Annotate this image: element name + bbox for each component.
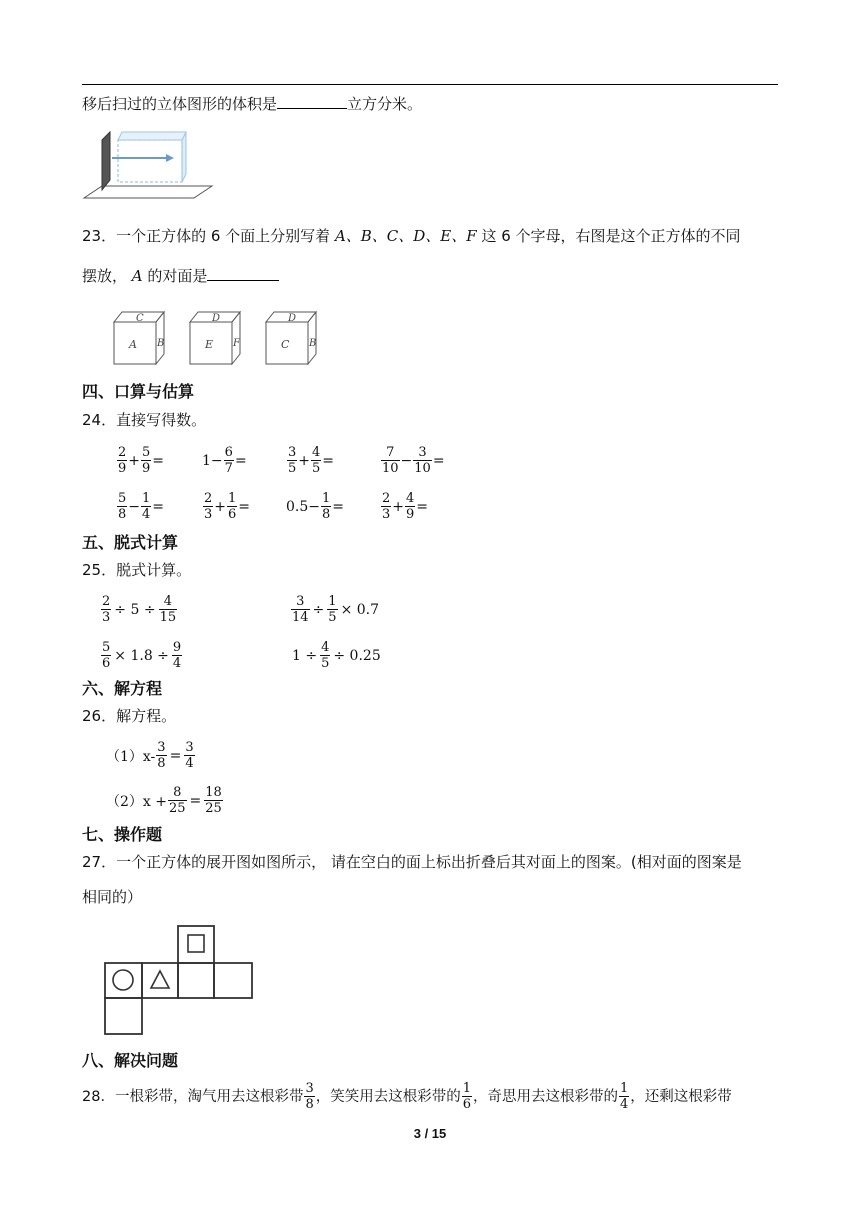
page-number: 3 / 15	[413, 1126, 447, 1141]
cube-face-label: A	[129, 338, 137, 351]
section-8-title: 八、解决问题	[82, 1051, 179, 1070]
cube-1	[114, 312, 164, 364]
oral-item: $\frac{2}{9}$ + $\frac{5}{9}$ =	[118, 445, 165, 476]
cube-face-label: C	[281, 338, 290, 351]
blank-face[interactable]	[214, 963, 252, 998]
blank-face[interactable]	[105, 998, 142, 1034]
cube-net-figure	[102, 924, 258, 1036]
sweep-figure	[82, 128, 222, 200]
oral-item: $\frac{2}{3}$ + $\frac{4}{9}$ =	[382, 491, 429, 522]
q26-label: 26．解方程。	[82, 707, 177, 725]
cube-face-label: B	[309, 338, 317, 349]
cube-views	[108, 306, 328, 368]
cube-3	[266, 312, 316, 364]
oral-item: $\frac{5}{8}$ − $\frac{1}{4}$ =	[118, 491, 165, 522]
blank-face[interactable]	[178, 963, 214, 998]
calc-expression: $\frac{2}{3}$ ÷ 5 ÷ $\frac{4}{15}$	[102, 594, 177, 625]
section-5-title: 五、脱式计算	[82, 533, 179, 552]
q27-line1: 27．一个正方体的展开图如图所示， 请在空白的面上标出折叠后其对面上的图案。(相对面的图案是	[82, 853, 742, 871]
oral-item: 1 − $\frac{6}{7}$ =	[202, 445, 247, 476]
q23-line2: 摆放， A 的对面是	[82, 266, 279, 286]
section-6-title: 六、解方程	[82, 679, 163, 698]
cube-face-label: F	[233, 338, 240, 349]
q28-text: 28．一根彩带，淘气用去这根彩带 $\frac{3}{8}$ ，笑笑用去这根彩带的 $\frac{1}{6}$ ，奇思用去这根彩带的 $\frac{1}{4}$ ，还剩这根彩带	[82, 1081, 732, 1112]
oral-item: 0.5 − $\frac{1}{8}$ =	[286, 491, 345, 522]
calc-expression: $\frac{3}{14}$ ÷ $\frac{1}{5}$ × 0.7	[292, 594, 380, 625]
answer-blank[interactable]	[277, 94, 347, 109]
equation-1: （1）x- $\frac{3}{8}$ = $\frac{3}{4}$	[106, 740, 194, 771]
triangle-icon	[151, 971, 169, 988]
section-4-title: 四、口算与估算	[82, 382, 195, 401]
oral-item: $\frac{2}{3}$ + $\frac{1}{6}$ =	[204, 491, 251, 522]
cube-face-label: B	[157, 338, 165, 349]
q23-line1: 23．一个正方体的 6 个面上分别写着 A、B、C、D、E、F 这 6 个字母，右图是这个正方体的不同	[82, 227, 741, 245]
answer-blank[interactable]	[207, 266, 279, 281]
circle-icon	[113, 970, 133, 990]
cube-2	[190, 312, 241, 364]
cube-face-label: E	[205, 338, 214, 351]
equation-2: （2）x + $\frac{8}{25}$ = $\frac{18}{25}$	[106, 785, 222, 816]
calc-expression: $\frac{5}{6}$ × 1.8 ÷ $\frac{9}{4}$	[102, 640, 182, 671]
q25-label: 25．脱式计算。	[82, 561, 192, 579]
q22-text: 移后扫过的立体图形的体积是 立方分米。	[82, 95, 423, 113]
square-icon	[188, 935, 204, 952]
calc-expression: 1 ÷ $\frac{4}{5}$ ÷ 0.25	[292, 640, 381, 671]
oral-item: $\frac{7}{10}$ − $\frac{3}{10}$ =	[382, 445, 445, 476]
cube-face-label: C	[136, 313, 144, 324]
q27-line2: 相同的）	[82, 888, 143, 906]
cube-face-label: D	[288, 313, 297, 324]
cube-face-label: D	[212, 313, 221, 324]
q24-label: 24．直接写得数。	[82, 411, 207, 429]
oral-item: $\frac{3}{5}$ + $\frac{4}{5}$ =	[288, 445, 335, 476]
header-rule	[82, 84, 778, 85]
section-7-title: 七、操作题	[82, 825, 163, 844]
